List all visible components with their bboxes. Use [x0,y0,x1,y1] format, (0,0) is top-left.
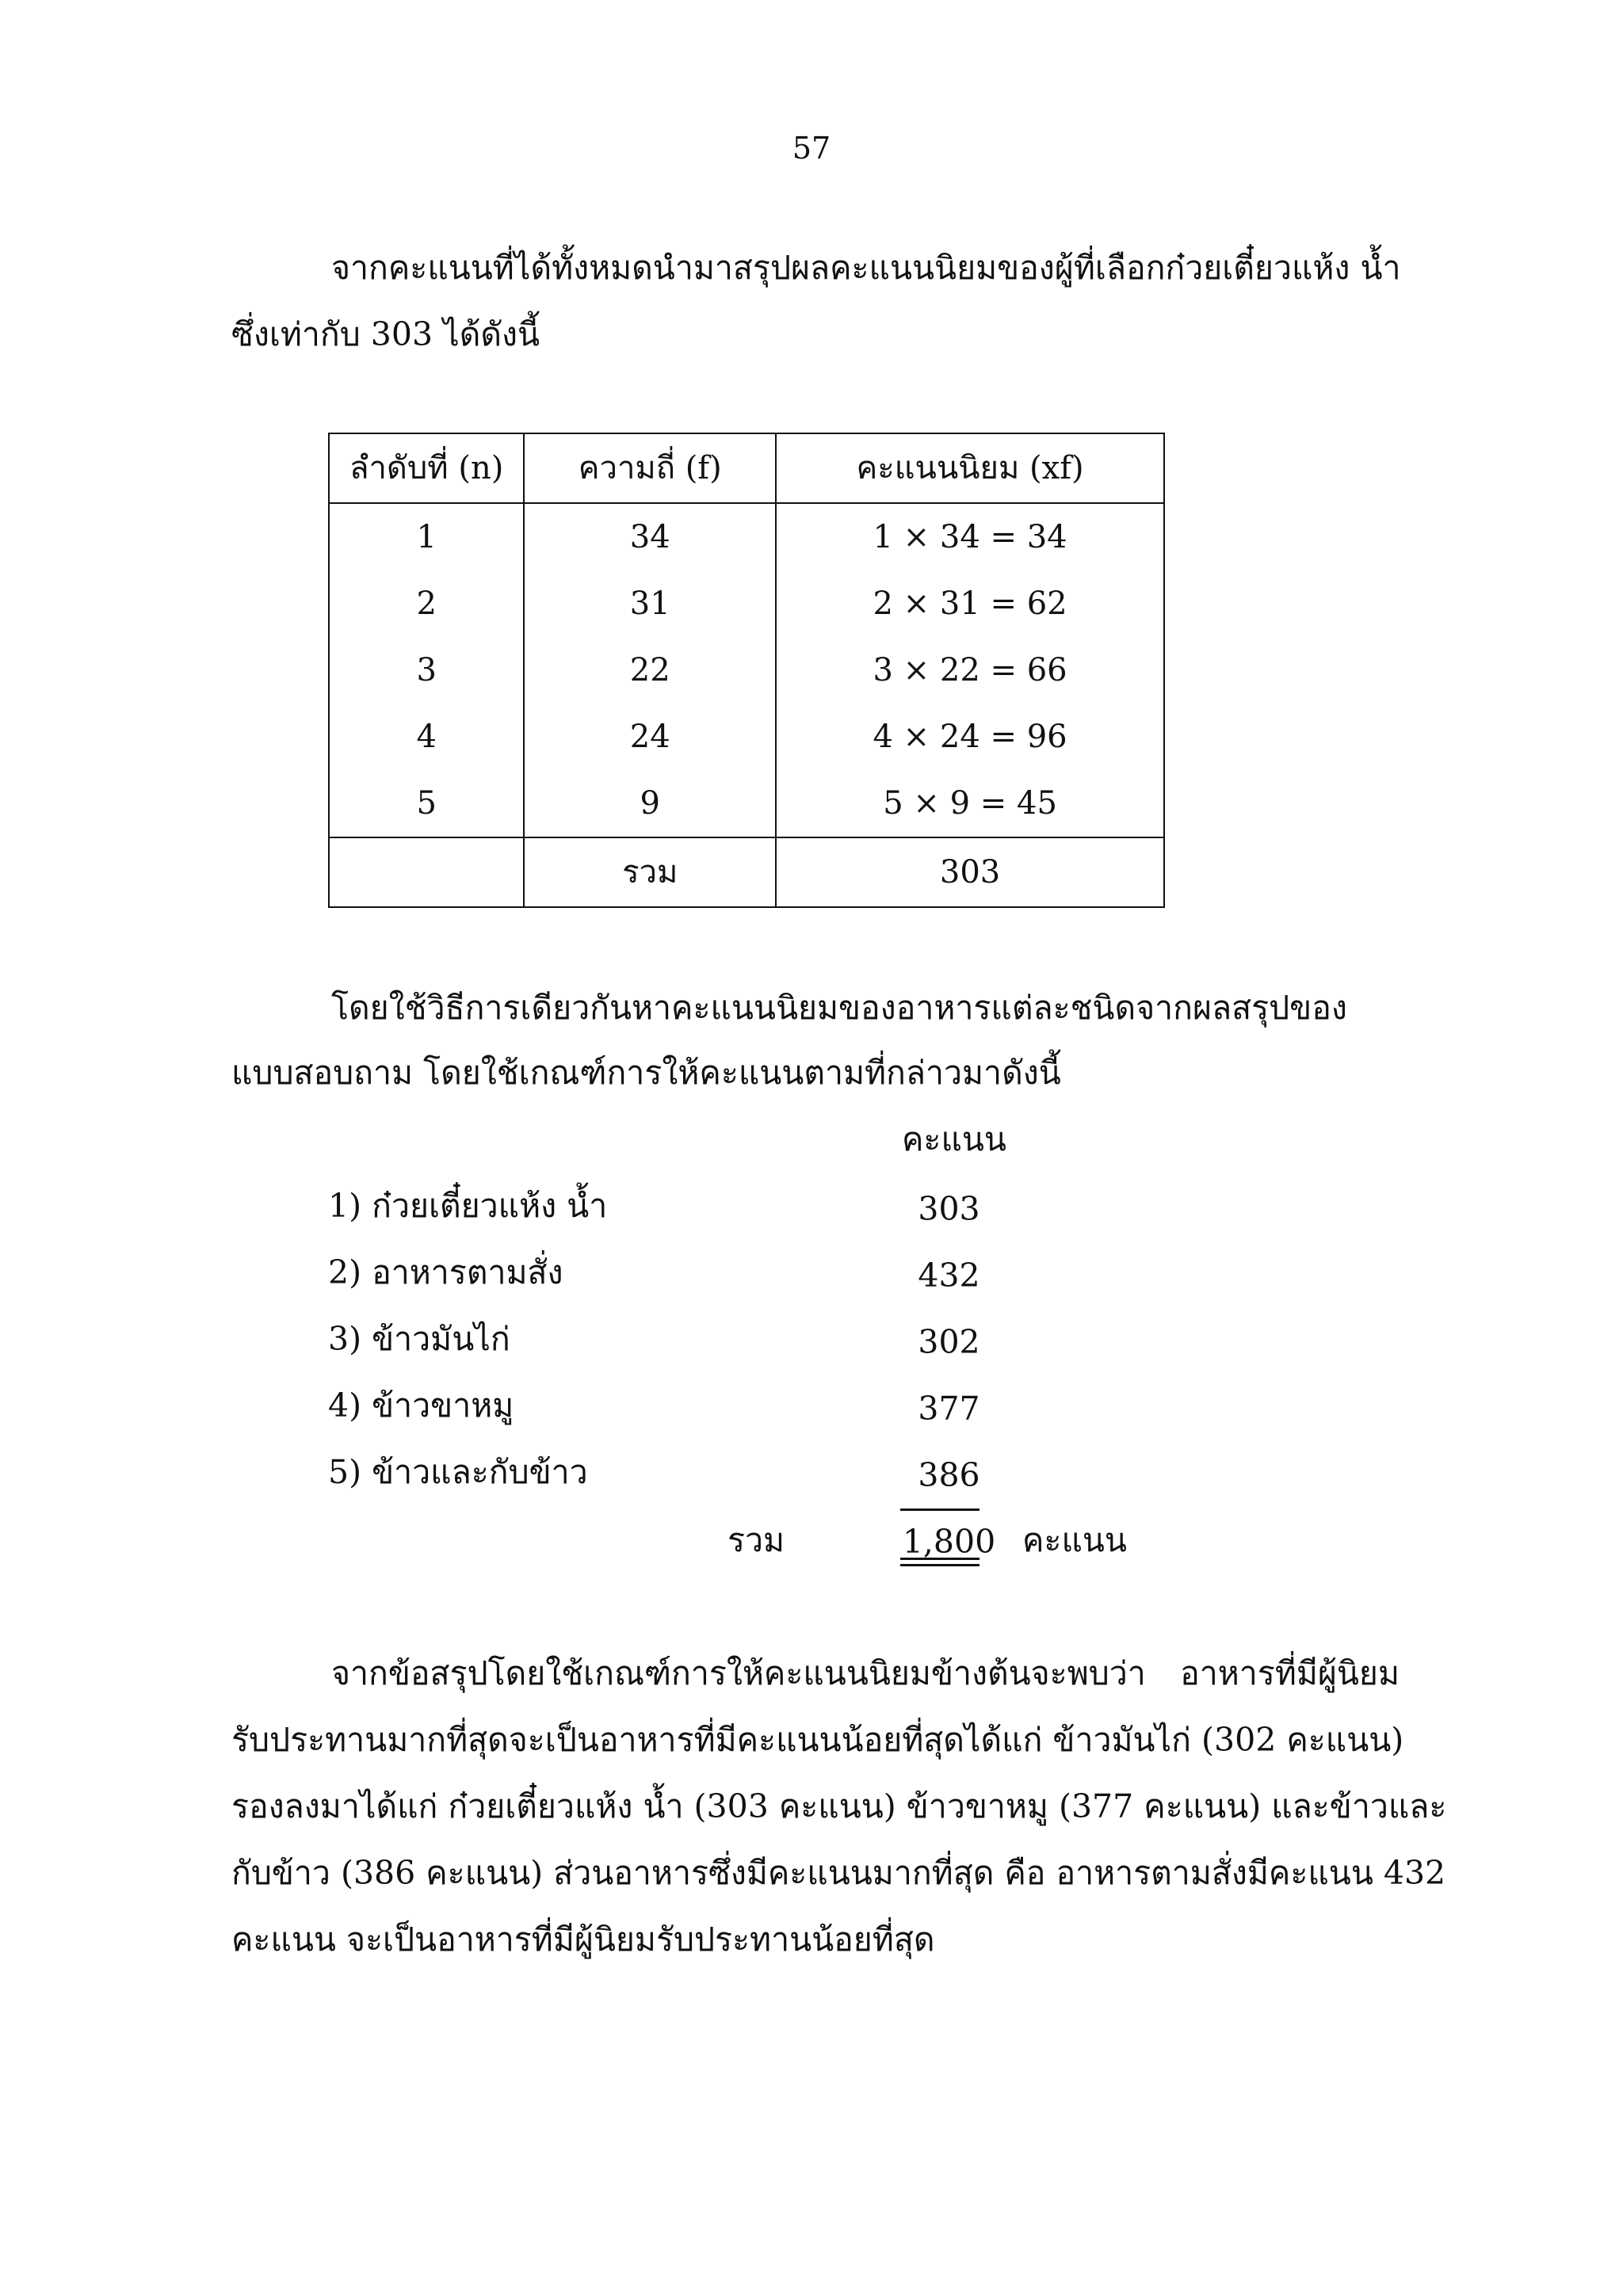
cell-frequency: 34 [524,503,776,570]
cell-rank: 1 [329,503,524,570]
cell-frequency: 31 [524,570,776,637]
cell-score: 5 × 9 = 45 [776,770,1164,837]
scores-column-header: คะแนน [902,1120,1006,1158]
cell-empty [329,837,524,907]
score-item-label: 5) ข้าวและกับข้าว [328,1453,588,1491]
score-item-value: 386 [918,1456,980,1494]
table-total-row [329,837,1164,907]
header-score: คะแนนนิยม (xf) [776,433,1164,503]
score-item-value: 377 [918,1390,980,1428]
conclusion-line-3: รองลงมาได้แก่ ก๋วยเตี๋ยวแห้ง น้ำ (303 คะแนน) ข้าวขาหมู (377 คะแนน) และข้าวและ [231,1787,1447,1825]
cell-total-label: รวม [524,837,776,907]
double-underline-bottom [900,1564,980,1566]
cell-rank: 2 [329,570,524,637]
cell-rank: 5 [329,770,524,837]
method-line-2: แบบสอบถาม โดยใช้เกณฑ์การให้คะแนนตามที่กล่าวมาดังนี้ [231,1054,1061,1092]
cell-frequency: 9 [524,770,776,837]
score-item-label: 1) ก๋วยเตี๋ยวแห้ง น้ำ [328,1187,608,1225]
table-row [329,570,1164,637]
intro-line-1: จากคะแนนที่ได้ทั้งหมดนำมาสรุปผลคะแนนนิยมของผู้ที่เลือกก๋วยเตี๋ยวแห้ง น้ำ [331,249,1401,287]
conclusion-line-5: คะแนน จะเป็นอาหารที่มีผู้นิยมรับประทานน้อยที่สุด [231,1920,935,1958]
scores-total-label: รวม [727,1521,785,1559]
conclusion-line-2: รับประทานมากที่สุดจะเป็นอาหารที่มีคะแนนน้อยที่สุดได้แก่ ข้าวมันไก่ (302 คะแนน) [231,1721,1404,1759]
cell-score: 4 × 24 = 96 [776,704,1164,770]
cell-total-value: 303 [776,837,1164,907]
frequency-table [328,433,1165,908]
header-rank: ลำดับที่ (n) [329,433,524,503]
score-item-value: 432 [918,1257,980,1295]
score-item-value: 302 [918,1323,980,1361]
score-item-label: 2) อาหารตามสั่ง [328,1253,563,1291]
conclusion-line-1: จากข้อสรุปโดยใช้เกณฑ์การให้คะแนนนิยมข้างต้นจะพบว่า อาหารที่มีผู้นิยม [331,1654,1400,1692]
table-row [329,637,1164,704]
score-item-value: 303 [918,1190,980,1228]
table-header-row [329,433,1164,503]
score-item-label: 4) ข้าวขาหมู [328,1386,514,1425]
scores-total-value: 1,800 [902,1523,996,1561]
conclusion-line-4: กับข้าว (386 คะแนน) ส่วนอาหารซึ่งมีคะแนนมากที่สุด คือ อาหารตามสั่งมีคะแนน 432 [231,1854,1446,1892]
method-line-1: โดยใช้วิธีการเดียวกันหาคะแนนนิยมของอาหารแต่ละชนิดจากผลสรุปของ [331,989,1347,1027]
table-row [329,770,1164,837]
score-item-label: 3) ข้าวมันไก่ [328,1320,510,1358]
cell-score: 1 × 34 = 34 [776,503,1164,570]
cell-rank: 4 [329,704,524,770]
page-number: 57 [792,131,831,166]
scores-total-unit: คะแนน [1022,1521,1127,1559]
intro-line-2: ซึ่งเท่ากับ 303 ได้ดังนี้ [231,315,540,353]
table-row [329,704,1164,770]
cell-rank: 3 [329,637,524,704]
double-underline-top [900,1558,980,1560]
table-row [329,503,1164,570]
cell-frequency: 24 [524,704,776,770]
cell-score: 2 × 31 = 62 [776,570,1164,637]
cell-frequency: 22 [524,637,776,704]
sum-rule [900,1508,980,1511]
cell-score: 3 × 22 = 66 [776,637,1164,704]
header-frequency: ความถี่ (f) [524,433,776,503]
